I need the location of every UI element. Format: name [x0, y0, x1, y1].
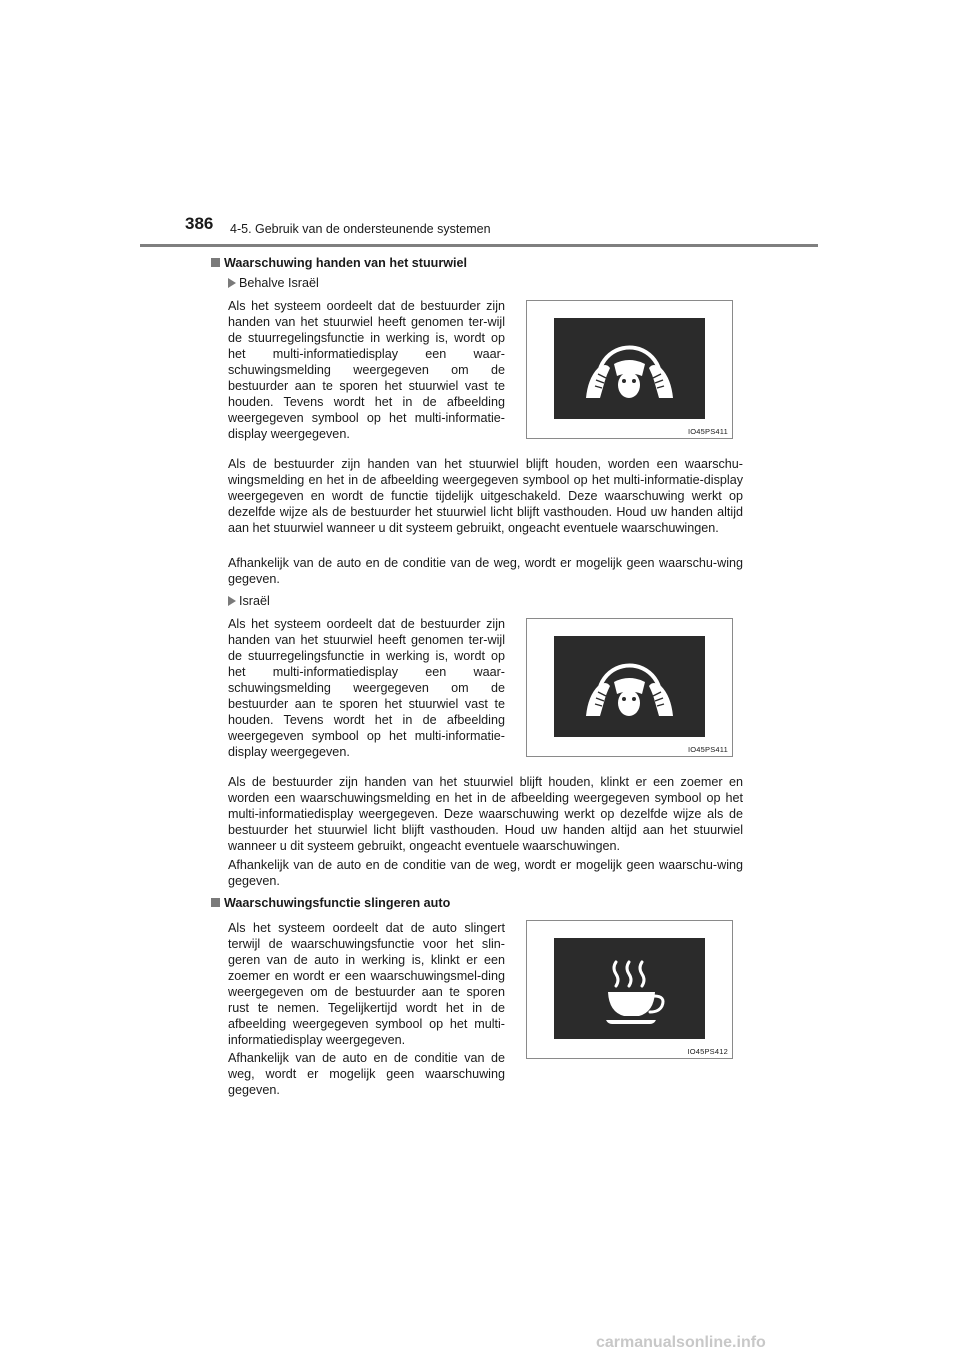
section-heading-hands-warning: Waarschuwing handen van het stuurwiel — [211, 256, 467, 270]
paragraph-v2-note: Afhankelijk van de auto en de conditie van de weg, wordt er mogelijk geen waarschu-wing gegeven. — [228, 858, 743, 888]
figure-hands-warning-1 — [526, 300, 733, 439]
paragraph-v1-note: Afhankelijk van de auto en de conditie van de weg, wordt er mogelijk geen waarschu-wing gegeven. — [228, 556, 743, 586]
triangle-bullet-icon — [228, 278, 236, 288]
subheading-israel: Israël — [228, 594, 270, 608]
paragraph-swerving-note: Afhankelijk van de auto en de conditie van de weg, wordt er mogelijk geen waarschuwing gegeven. — [228, 1051, 505, 1097]
page-number: 386 — [185, 214, 214, 233]
figure-code: IO45PS411 — [687, 427, 728, 436]
paragraph-v1-intro: Als het systeem oordeelt dat de bestuurder zijn handen van het stuurwiel heeft genomen ter-wijl de stuurregelingsfunctie in werking is, wordt op het multi-informatiedisplay een waar-schuwingsmelding weergegeven om de bestuurder aan te sporen het stuurwiel vast te houden. Tevens wordt het in de afbeelding weergegeven symbool op het multi-informatie-display weergegeven. — [228, 299, 505, 441]
display-screen — [554, 318, 705, 419]
footer-watermark: carmanualsonline.info — [596, 1334, 766, 1351]
hands-on-steering-wheel-icon — [554, 318, 705, 419]
figure-code: IO45PS411 — [687, 745, 728, 754]
section-heading-swerving: Waarschuwingsfunctie slingeren auto — [211, 896, 450, 910]
hands-on-steering-wheel-icon — [554, 636, 705, 737]
paragraph-swerving-intro: Als het systeem oordeelt dat de auto slingert terwijl de waarschuwingsfunctie voor het slin-geren van de auto in werking is, klinkt er een zoemer en wordt er een waarschuwingsmel-ding weergegeven om de bestuurder aan te sporen rust te nemen. Tegelijkertijd wordt het in de afbeelding weergegeven symbool op het multi-informatiedisplay weergegeven. — [228, 921, 505, 1047]
chapter-title: 4-5. Gebruik van de ondersteunende systemen — [230, 222, 491, 236]
display-screen — [554, 636, 705, 737]
paragraph-v2-detail: Als de bestuurder zijn handen van het stuurwiel blijft houden, klinkt er een zoemer en worden een waarschuwingsmelding en het in de afbeelding weergegeven symbool op het multi-informatiedisplay weergegeven. Deze waarschuwing werkt op dezelfde wijze als de bestuurder het stuurwiel licht blijft vasthouden. Houd uw handen altijd aan het stuurwiel wanneer u dit systeem gebruikt, ongeacht eventuele waarschuwingen. — [228, 775, 743, 853]
figure-code: IO45PS412 — [687, 1047, 728, 1056]
paragraph-v1-detail: Als de bestuurder zijn handen van het stuurwiel blijft houden, worden een waarschu-wingsmelding en het in de afbeelding weergegeven symbool op het multi-informatie-display weergegeven en wordt de functie tijdelijk uitgeschakeld. Deze waarschuwing werkt op dezelfde wijze als de bestuurder het stuurwiel licht blijft vasthouden. Houd uw handen altijd aan het stuurwiel wanneer u dit systeem gebruikt, ongeacht eventuele waarschuwingen. — [228, 457, 743, 535]
subheading-behalve-israel: Behalve Israël — [228, 276, 319, 290]
square-bullet-icon — [211, 898, 220, 907]
display-screen — [554, 938, 705, 1039]
coffee-cup-icon — [554, 938, 705, 1039]
paragraph-v2-intro: Als het systeem oordeelt dat de bestuurder zijn handen van het stuurwiel heeft genomen ter-wijl de stuurregelingsfunctie in werking is, wordt op het multi-informatiedisplay een waar-schuwingsmelding weergegeven om de bestuurder aan te sporen het stuurwiel vast te houden. Tevens wordt het in de afbeelding weergegeven symbool op het multi-informatie-display weergegeven. — [228, 617, 505, 759]
square-bullet-icon — [211, 258, 220, 267]
triangle-bullet-icon — [228, 596, 236, 606]
header-rule — [140, 244, 818, 247]
figure-swerving-warning — [526, 920, 733, 1059]
figure-hands-warning-2 — [526, 618, 733, 757]
